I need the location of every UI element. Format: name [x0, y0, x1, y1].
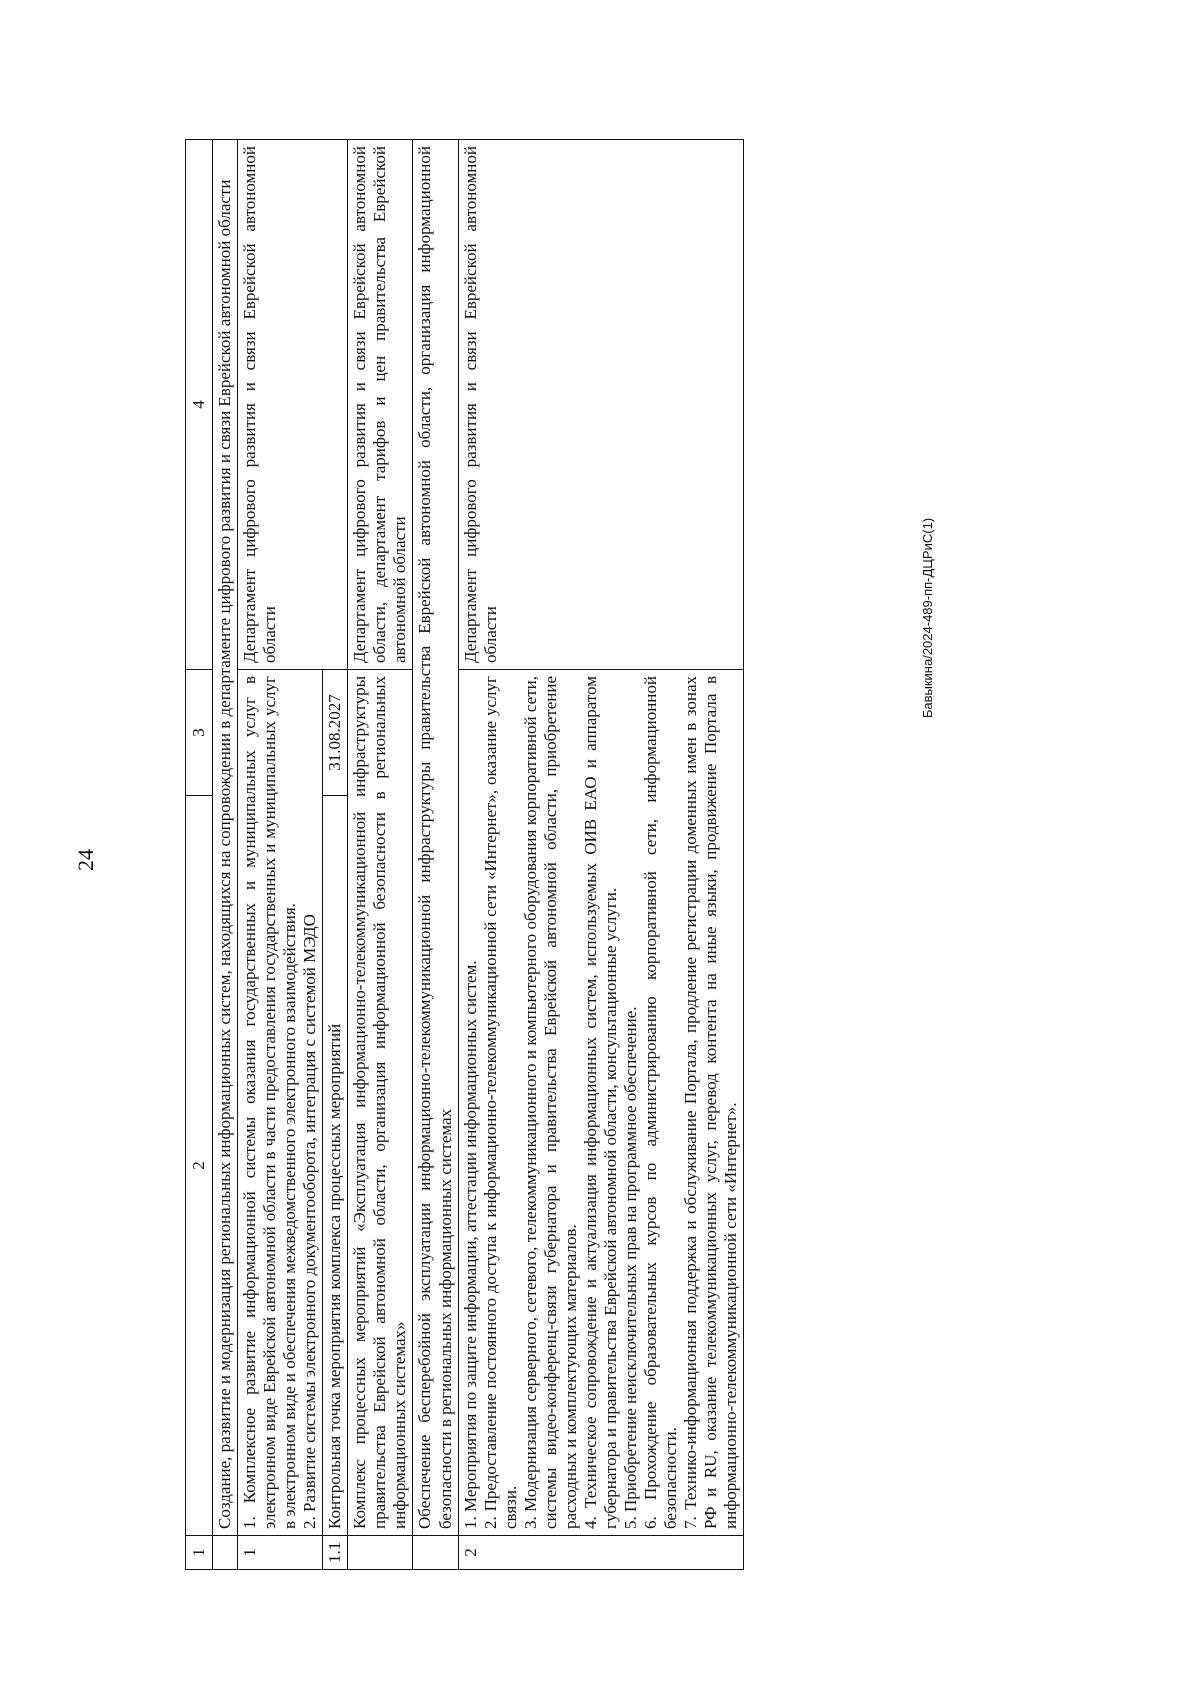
- checkpoint-date: 31.08.2027: [323, 670, 348, 796]
- table-header-row: [186, 140, 213, 1570]
- section-row: [413, 140, 458, 1570]
- list-item: 4. Техническое сопровождение и актуализация информационных систем, используемых ОИВ ЕАО и аппаратом губернатора и правительства Еврейской автономной области, консультационные услуги.: [580, 676, 620, 1529]
- list-item: 7. Технико-информационная поддержка и обслуживание Портала, продление регистрации доменных имен в зонах РФ и RU, оказание телекоммуникационных услуг, перевод контента на иные языки, продвижение Портала в информационно-телекоммуникационной сети «Интернет».: [681, 676, 741, 1529]
- row-number: 1.1: [323, 1536, 348, 1570]
- table-row: [348, 140, 413, 1570]
- table-row: [238, 140, 323, 1570]
- row-number: 2: [458, 1536, 744, 1570]
- measures-table: [185, 139, 744, 1570]
- row-number: [348, 1536, 413, 1570]
- page-number: 24: [73, 849, 98, 871]
- header-col-3: 3: [186, 670, 213, 796]
- section-number-cell: [413, 1536, 458, 1570]
- header-col-4: 4: [186, 140, 213, 670]
- row-number: 1: [238, 1536, 323, 1570]
- header-col-2: 2: [186, 796, 213, 1536]
- section-row: [213, 140, 238, 1570]
- list-item: 3. Модернизация серверного, сетевого, телекоммуникационного и компьютерного оборудования корпоративной сети, системы видео-конференц-связи губернатора и правительства Еврейской автономной области, приобретение расходных и комплектующих материалов.: [520, 676, 580, 1529]
- row-responsible: Департамент цифрового развития и связи Еврейской автономной области: [458, 140, 744, 670]
- section-title: Создание, развитие и модернизация региональных информационных систем, находящихся на сопровождении в департаменте цифрового развития и связи Еврейской автономной области: [213, 140, 238, 1536]
- list-item: 5. Приобретение неисключительных прав на программное обеспечение.: [620, 1006, 640, 1529]
- row-responsible: Департамент цифрового развития и связи Еврейской автономной области, департамент тарифов и цен правительства Еврейской автономной области: [348, 140, 413, 670]
- section-number-cell: [213, 1536, 238, 1570]
- table-row: [458, 140, 744, 1570]
- section-title: Обеспечение бесперебойной эксплуатации информационно-телекоммуникационной инфраструктуры правительства Еврейской автономной области, организация информационной безопасности в региональных информационных системах: [413, 140, 458, 1536]
- list-item: 2. Развитие системы электронного документооборота, интеграция с системой МЭДО: [300, 914, 320, 1529]
- header-col-1: 1: [186, 1536, 213, 1570]
- row-description: [238, 670, 323, 1536]
- list-item: 1. Комплексное развитие информационной системы оказания государственных и муниципальных услуг в электронном виде Еврейской автономной области в части предоставления государственных и муниципальных услуг в электронном виде и обеспечения межведомственного электронного взаимодействия.: [240, 676, 300, 1529]
- list-item: 2. Предоставление постоянного доступа к информационно-телекоммуникационной сети «Интернет», оказание услуг связи.: [480, 676, 520, 1529]
- row-description: [458, 670, 744, 1536]
- checkpoint-text: Контрольная точка мероприятия комплекса процессных мероприятий: [323, 796, 348, 1536]
- complex-description: Комплекс процессных мероприятий «Эксплуатация информационно-телекоммуникационной инфраструктуры правительства Еврейской автономной области, организация информационной безопасности в региональных информационных системах»: [348, 670, 413, 1536]
- list-item: 1. Мероприятия по защите информации, аттестации информационных систем.: [460, 960, 480, 1529]
- row-responsible: Департамент цифрового развития и связи Еврейской автономной области: [238, 140, 348, 670]
- document-code: Бавыкина/2024-489-пп-ДЦРиС(1): [920, 517, 935, 719]
- list-item: 6. Прохождение образовательных курсов по администрированию корпоративной сети, информационной безопасности.: [640, 676, 681, 1529]
